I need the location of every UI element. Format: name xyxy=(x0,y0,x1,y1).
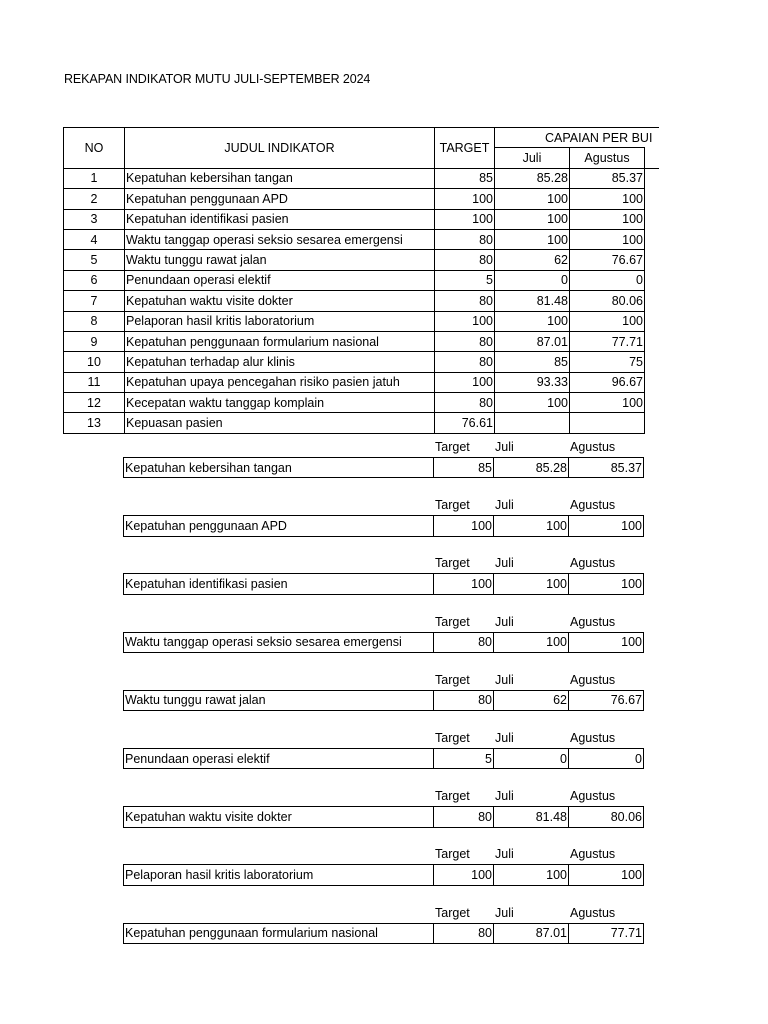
header-judul: JUDUL INDIKATOR xyxy=(125,128,435,169)
mini-judul: Pelaporan hasil kritis laboratorium xyxy=(124,865,434,885)
mini-judul: Kepatuhan penggunaan APD xyxy=(124,516,434,536)
row-no: 9 xyxy=(64,331,125,351)
indicator-mini-table xyxy=(123,632,644,653)
mini-target: 100 xyxy=(434,574,494,594)
row-target: 100 xyxy=(435,209,495,229)
table-row xyxy=(64,229,659,249)
row-agustus xyxy=(570,413,645,433)
mini-header-juli: Juli xyxy=(495,614,514,629)
header-no: NO xyxy=(64,128,125,169)
mini-juli: 85.28 xyxy=(494,458,569,478)
mini-header-juli: Juli xyxy=(495,905,514,920)
table-row xyxy=(64,393,659,413)
mini-header-juli: Juli xyxy=(495,847,514,862)
table-row xyxy=(64,168,659,188)
mini-header-target: Target xyxy=(435,905,470,920)
row-juli: 81.48 xyxy=(495,291,570,311)
row-no: 6 xyxy=(64,270,125,290)
row-target: 80 xyxy=(435,229,495,249)
row-judul: Waktu tanggap operasi seksio sesarea emergensi xyxy=(125,229,435,249)
mini-header-juli: Juli xyxy=(495,789,514,804)
mini-judul: Kepatuhan waktu visite dokter xyxy=(124,807,434,827)
row-agustus: 75 xyxy=(570,352,645,372)
row-target: 5 xyxy=(435,270,495,290)
row-no: 2 xyxy=(64,189,125,209)
table-row xyxy=(64,352,659,372)
indicator-mini-table xyxy=(123,864,644,885)
row-target: 100 xyxy=(435,372,495,392)
row-agustus: 76.67 xyxy=(570,250,645,270)
mini-header-agustus: Agustus xyxy=(570,789,616,804)
mini-target: 100 xyxy=(434,516,494,536)
row-juli: 100 xyxy=(495,229,570,249)
mini-header-agustus: Agustus xyxy=(570,440,616,454)
mini-juli: 100 xyxy=(494,516,569,536)
row-judul: Kepatuhan waktu visite dokter xyxy=(125,291,435,311)
row-agustus: 100 xyxy=(570,189,645,209)
mini-header-agustus: Agustus xyxy=(570,556,616,571)
mini-agustus: 100 xyxy=(569,516,644,536)
row-agustus: 100 xyxy=(570,229,645,249)
mini-juli: 81.48 xyxy=(494,807,569,827)
row-juli: 100 xyxy=(495,189,570,209)
mini-juli: 100 xyxy=(494,865,569,885)
mini-header-juli: Juli xyxy=(495,556,514,571)
mini-judul: Kepatuhan penggunaan formularium nasional xyxy=(124,923,434,943)
row-agustus: 80.06 xyxy=(570,291,645,311)
row-no: 3 xyxy=(64,209,125,229)
row-agustus: 100 xyxy=(570,209,645,229)
indicator-mini-table xyxy=(123,806,644,827)
mini-header-agustus: Agustus xyxy=(570,905,616,920)
mini-target: 85 xyxy=(434,458,494,478)
row-juli: 93.33 xyxy=(495,372,570,392)
mini-header-juli: Juli xyxy=(495,731,514,745)
mini-header-target: Target xyxy=(435,498,470,513)
row-no: 11 xyxy=(64,372,125,392)
row-juli: 87.01 xyxy=(495,331,570,351)
row-target: 80 xyxy=(435,291,495,311)
mini-header-target: Target xyxy=(435,731,470,745)
mini-agustus: 85.37 xyxy=(569,458,644,478)
table-row xyxy=(64,311,659,331)
mini-target: 80 xyxy=(434,690,494,710)
row-no: 8 xyxy=(64,311,125,331)
row-target: 80 xyxy=(435,393,495,413)
mini-target: 80 xyxy=(434,807,494,827)
mini-agustus: 100 xyxy=(569,574,644,594)
mini-judul: Waktu tanggap operasi seksio sesarea emergensi xyxy=(124,632,434,652)
mini-target: 100 xyxy=(434,865,494,885)
row-juli: 85.28 xyxy=(495,168,570,188)
row-judul: Kepatuhan upaya pencegahan risiko pasien jatuh xyxy=(125,372,435,392)
mini-juli: 0 xyxy=(494,749,569,769)
row-judul: Penundaan operasi elektif xyxy=(125,270,435,290)
header-capaian: CAPAIAN PER BUI xyxy=(495,128,659,148)
mini-agustus: 100 xyxy=(569,632,644,652)
row-agustus: 100 xyxy=(570,393,645,413)
mini-judul: Kepatuhan identifikasi pasien xyxy=(124,574,434,594)
row-target: 80 xyxy=(435,331,495,351)
row-judul: Kecepatan waktu tanggap komplain xyxy=(125,393,435,413)
mini-agustus: 0 xyxy=(569,749,644,769)
row-judul: Kepatuhan penggunaan APD xyxy=(125,189,435,209)
mini-header-agustus: Agustus xyxy=(570,731,616,745)
indicator-mini-table xyxy=(123,457,644,478)
mini-header-agustus: Agustus xyxy=(570,614,616,629)
table-row xyxy=(64,413,659,433)
row-juli: 100 xyxy=(495,393,570,413)
mini-header-agustus: Agustus xyxy=(570,672,616,687)
row-target: 76.61 xyxy=(435,413,495,433)
row-no: 1 xyxy=(64,168,125,188)
row-no: 4 xyxy=(64,229,125,249)
row-no: 5 xyxy=(64,250,125,270)
mini-agustus: 76.67 xyxy=(569,690,644,710)
mini-header-target: Target xyxy=(435,440,470,454)
mini-target: 5 xyxy=(434,749,494,769)
row-juli: 0 xyxy=(495,270,570,290)
indicator-mini-table xyxy=(123,515,644,536)
row-juli: 100 xyxy=(495,311,570,331)
row-judul: Kepatuhan kebersihan tangan xyxy=(125,168,435,188)
page-title: REKAPAN INDIKATOR MUTU JULI-SEPTEMBER 2024 xyxy=(64,72,371,86)
mini-judul: Kepatuhan kebersihan tangan xyxy=(124,458,434,478)
mini-agustus: 80.06 xyxy=(569,807,644,827)
mini-header-juli: Juli xyxy=(495,672,514,687)
row-judul: Kepuasan pasien xyxy=(125,413,435,433)
mini-header-target: Target xyxy=(435,614,470,629)
row-agustus: 0 xyxy=(570,270,645,290)
mini-header-target: Target xyxy=(435,556,470,571)
table-row xyxy=(64,331,659,351)
row-no: 7 xyxy=(64,291,125,311)
mini-header-agustus: Agustus xyxy=(570,498,616,513)
mini-juli: 100 xyxy=(494,574,569,594)
table-row xyxy=(64,250,659,270)
mini-agustus: 100 xyxy=(569,865,644,885)
table-row xyxy=(64,372,659,392)
mini-header-juli: Juli xyxy=(495,440,514,454)
row-judul: Kepatuhan identifikasi pasien xyxy=(125,209,435,229)
mini-target: 80 xyxy=(434,632,494,652)
row-juli: 85 xyxy=(495,352,570,372)
mini-juli: 62 xyxy=(494,690,569,710)
mini-target: 80 xyxy=(434,923,494,943)
row-judul: Pelaporan hasil kritis laboratorium xyxy=(125,311,435,331)
mini-header-target: Target xyxy=(435,847,470,862)
row-judul: Kepatuhan penggunaan formularium nasional xyxy=(125,331,435,351)
indicator-mini-table xyxy=(123,748,644,769)
header-juli: Juli xyxy=(495,148,570,168)
row-target: 80 xyxy=(435,352,495,372)
row-target: 100 xyxy=(435,189,495,209)
row-judul: Kepatuhan terhadap alur klinis xyxy=(125,352,435,372)
table-row xyxy=(64,209,659,229)
mini-header-juli: Juli xyxy=(495,498,514,513)
table-row xyxy=(64,270,659,290)
mini-agustus: 77.71 xyxy=(569,923,644,943)
mini-juli: 100 xyxy=(494,632,569,652)
indicator-mini-table xyxy=(123,923,644,944)
mini-header-target: Target xyxy=(435,789,470,804)
row-no: 10 xyxy=(64,352,125,372)
header-target: TARGET xyxy=(435,128,495,169)
row-agustus: 85.37 xyxy=(570,168,645,188)
row-juli: 62 xyxy=(495,250,570,270)
mini-juli: 87.01 xyxy=(494,923,569,943)
row-juli xyxy=(495,413,570,433)
row-target: 80 xyxy=(435,250,495,270)
indicator-mini-table xyxy=(123,573,644,594)
row-no: 12 xyxy=(64,393,125,413)
header-agustus: Agustus xyxy=(570,148,645,168)
table-row xyxy=(64,189,659,209)
indicator-mini-table xyxy=(123,690,644,711)
indicator-table xyxy=(63,127,659,434)
row-juli: 100 xyxy=(495,209,570,229)
mini-judul: Penundaan operasi elektif xyxy=(124,749,434,769)
row-target: 85 xyxy=(435,168,495,188)
row-agustus: 77.71 xyxy=(570,331,645,351)
row-agustus: 100 xyxy=(570,311,645,331)
row-judul: Waktu tunggu rawat jalan xyxy=(125,250,435,270)
row-no: 13 xyxy=(64,413,125,433)
mini-header-agustus: Agustus xyxy=(570,847,616,862)
mini-header-target: Target xyxy=(435,672,470,687)
row-agustus: 96.67 xyxy=(570,372,645,392)
mini-judul: Waktu tunggu rawat jalan xyxy=(124,690,434,710)
row-target: 100 xyxy=(435,311,495,331)
table-row xyxy=(64,291,659,311)
